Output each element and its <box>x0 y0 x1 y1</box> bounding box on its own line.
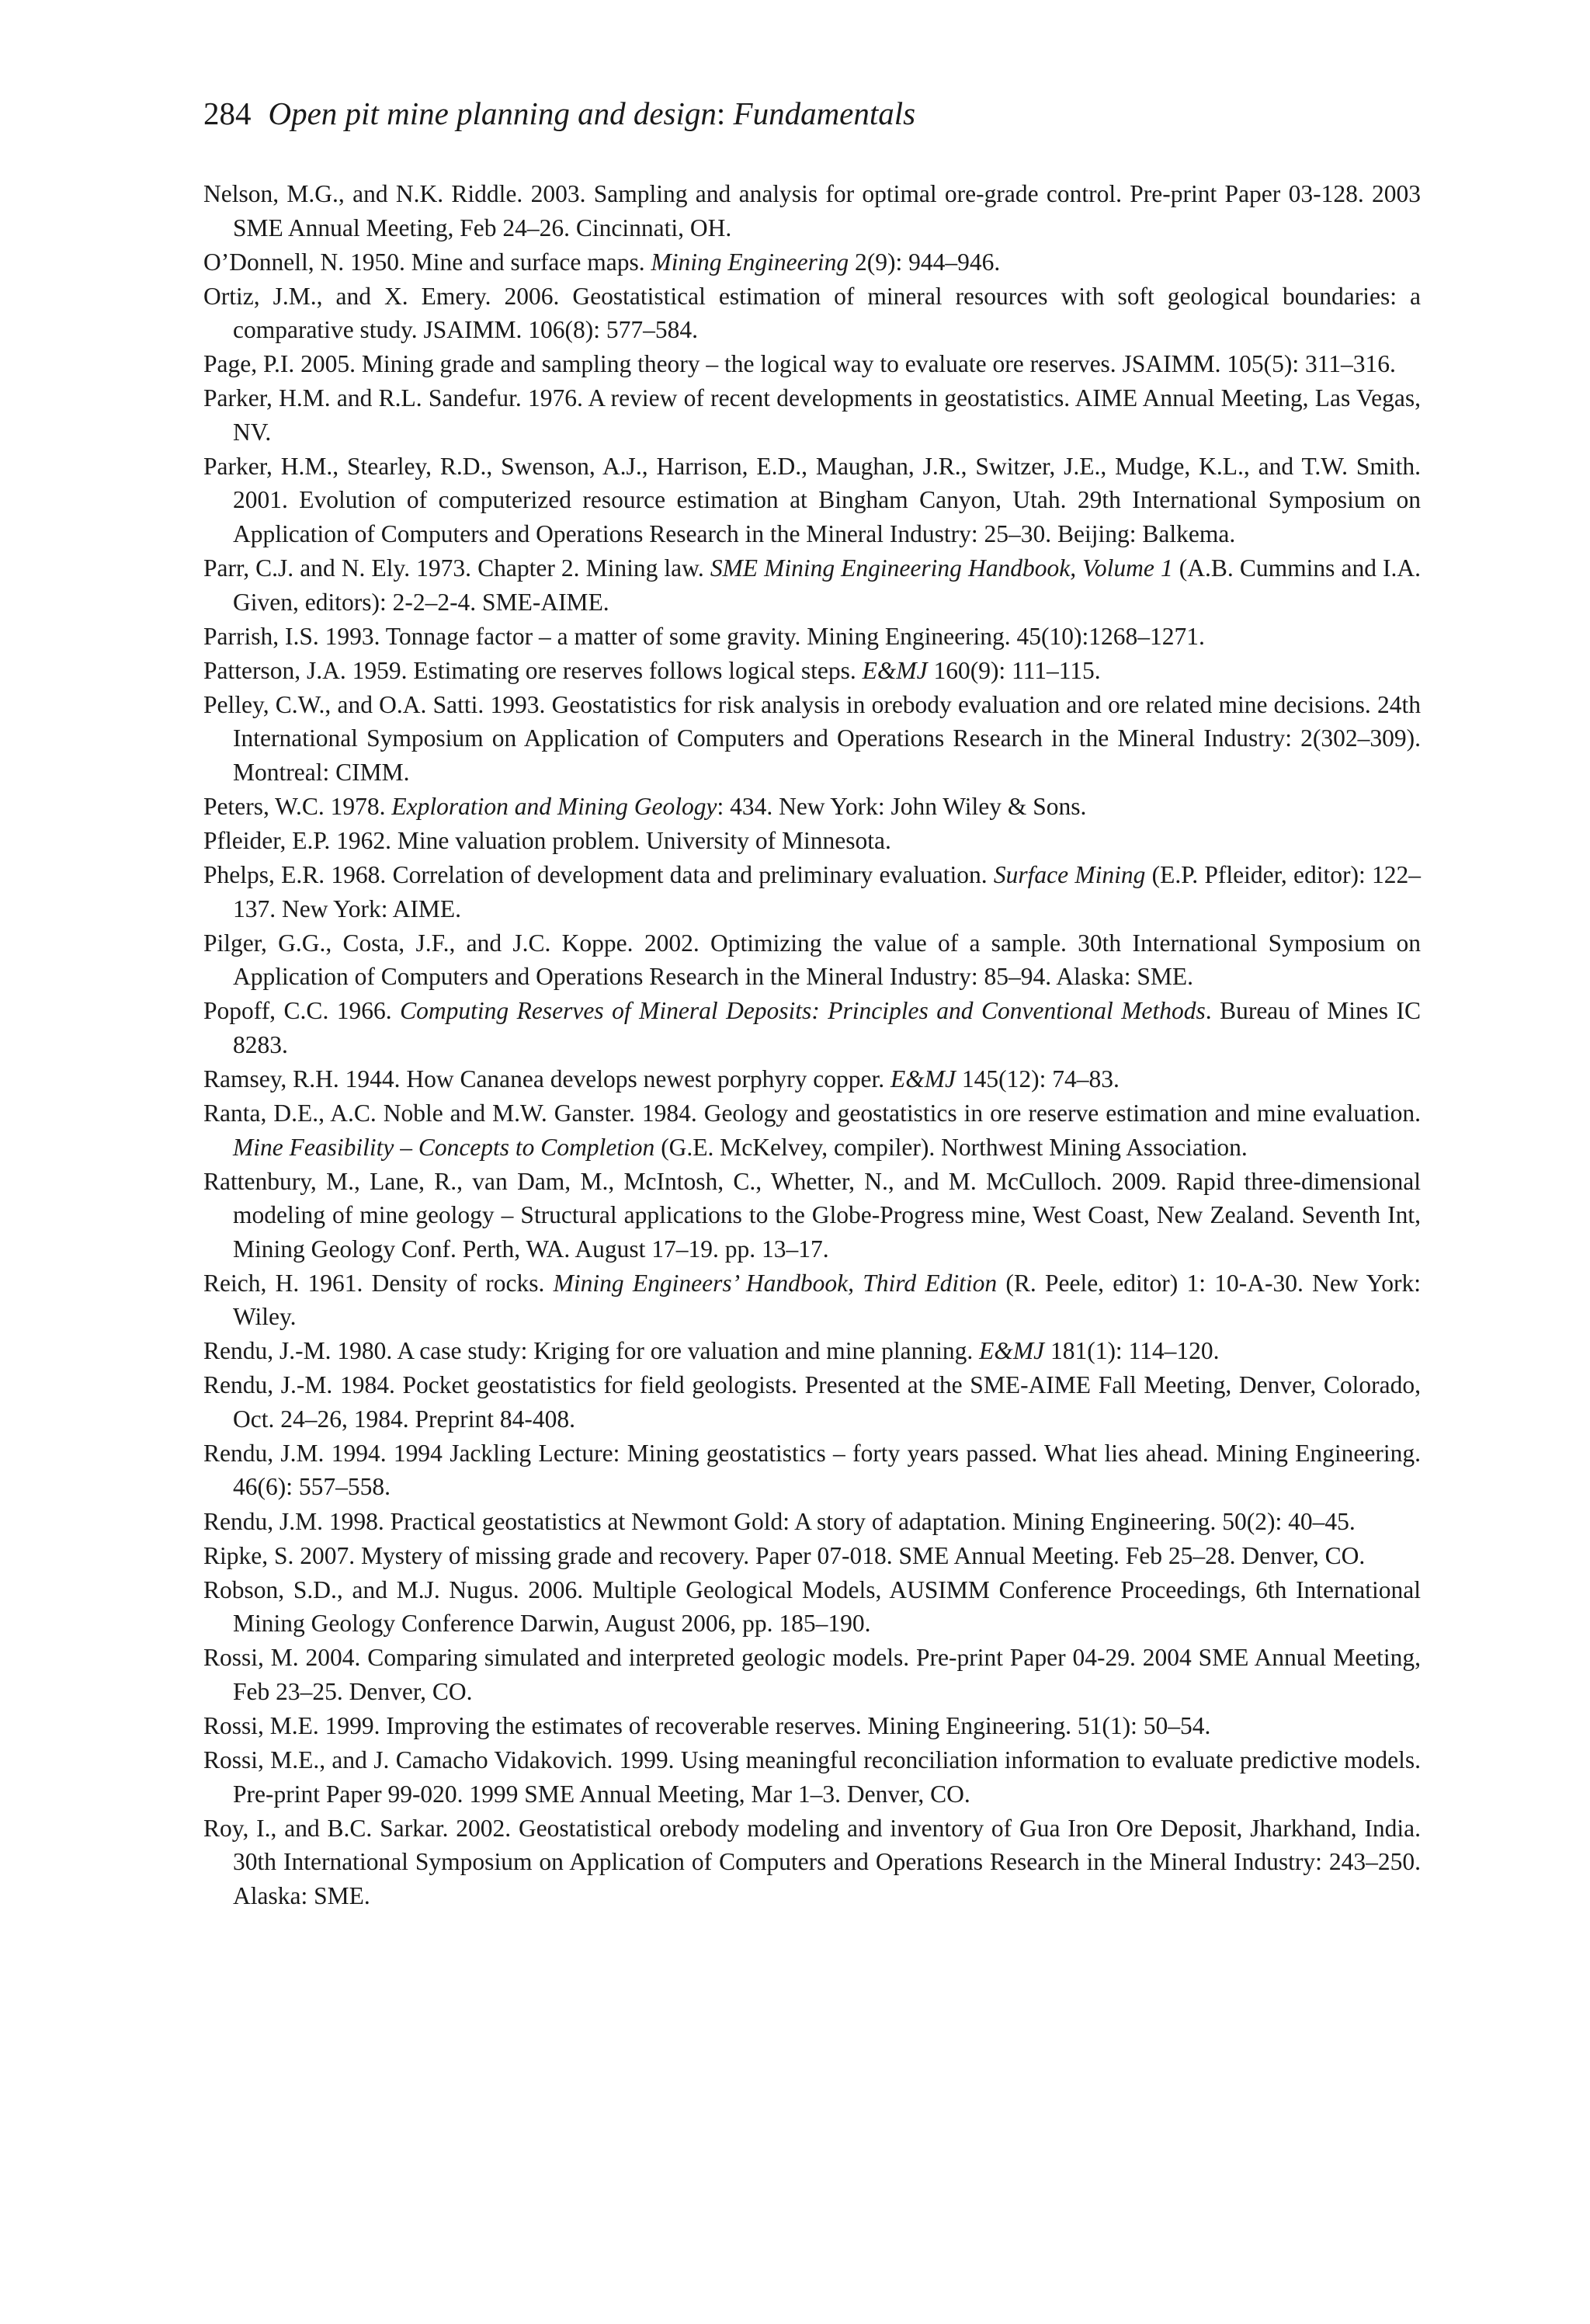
reference-text: 2(9): 944–946. <box>849 248 1001 276</box>
reference-text: Rendu, J.-M. 1980. A case study: Kriging for ore valuation and mine planning. <box>203 1337 980 1365</box>
reference-text: O’Donnell, N. 1950. Mine and surface maps. <box>203 248 651 276</box>
reference-entry <box>203 177 1421 245</box>
reference-entry <box>203 620 1421 654</box>
reference-entry <box>203 790 1421 824</box>
reference-entry <box>203 1709 1421 1743</box>
reference-entry <box>203 824 1421 858</box>
reference-text: Parrish, I.S. 1993. Tonnage factor – a matter of some gravity. Mining Engineering. 45(10):1268–1271. <box>203 622 1205 650</box>
page-number: 284 <box>203 96 252 131</box>
reference-text: Pilger, G.G., Costa, J.F., and J.C. Koppe. 2002. Optimizing the value of a sample. 30th International Symposium on Application of Computers and Operations Research in the Mineral Industry: 85–94. Alaska: SME. <box>203 929 1421 991</box>
reference-entry <box>203 1539 1421 1573</box>
reference-italic-text: E&MJ <box>890 1065 956 1093</box>
reference-entry <box>203 280 1421 347</box>
reference-entry <box>203 245 1421 280</box>
reference-italic-text: E&MJ <box>862 656 928 684</box>
reference-text: Parr, C.J. and N. Ely. 1973. Chapter 2. Mining law. <box>203 554 710 582</box>
reference-entry <box>203 654 1421 688</box>
reference-text: Rossi, M. 2004. Comparing simulated and interpreted geologic models. Pre-print Paper 04-29. 2004 SME Annual Meeting, Feb 23–25. Denver, CO. <box>203 1644 1421 1705</box>
reference-text: Pelley, C.W., and O.A. Satti. 1993. Geostatistics for risk analysis in orebody evaluation and ore related mine decisions. 24th International Symposium on Application of Computers and Operations Research in the Mineral Industry: 2(302–309). Montreal: CIMM. <box>203 690 1421 786</box>
reference-text: Patterson, J.A. 1959. Estimating ore reserves follows logical steps. <box>203 656 863 684</box>
reference-text: (G.E. McKelvey, compiler). Northwest Mining Association. <box>654 1133 1248 1161</box>
reference-text: Parker, H.M., Stearley, R.D., Swenson, A.J., Harrison, E.D., Maughan, J.R., Switzer, J.E., Mudge, K.L., and T.W. Smith. 2001. Evolution of computerized resource estimation at Bingham Canyon, Utah. 29th International Symposium on Application of Computers and Operations Research in the Mineral Industry: 25–30. Beijing: Balkema. <box>203 452 1421 547</box>
book-subtitle: Fundamentals <box>733 96 916 131</box>
reference-entry <box>203 1165 1421 1266</box>
reference-entry <box>203 1573 1421 1641</box>
reference-text: (R. Peele, editor) 1: 10-A-30. New York: Wiley. <box>233 1269 1421 1331</box>
reference-italic-text: Computing Reserves of Mineral Deposits: Principles and Conventional Methods <box>400 997 1206 1025</box>
reference-entry <box>203 1641 1421 1708</box>
reference-text: Popoff, C.C. 1966. <box>203 997 401 1025</box>
reference-entry <box>203 1266 1421 1334</box>
reference-text: Rossi, M.E. 1999. Improving the estimates of recoverable reserves. Mining Engineering. 51(1): 50–54. <box>203 1711 1211 1739</box>
reference-italic-text: Surface Mining <box>993 861 1146 889</box>
reference-text: Roy, I., and B.C. Sarkar. 2002. Geostatistical orebody modeling and inventory of Gua Iron Ore Deposit, Jharkhand, India. 30th International Symposium on Application of Computers and Operations Research in the Mineral Industry: 243–250. Alaska: SME. <box>203 1814 1421 1909</box>
reference-text: . Bureau of Mines IC 8283. <box>233 997 1421 1058</box>
reference-entry <box>203 1368 1421 1436</box>
reference-entry <box>203 450 1421 551</box>
reference-text: Nelson, M.G., and N.K. Riddle. 2003. Sampling and analysis for optimal ore-grade control. Pre-print Paper 03-128. 2003 SME Annual Meeting, Feb 24–26. Cincinnati, OH. <box>203 180 1421 241</box>
reference-entry <box>203 994 1421 1061</box>
reference-entry <box>203 347 1421 381</box>
reference-entry <box>203 1436 1421 1504</box>
reference-text: 145(12): 74–83. <box>955 1065 1120 1093</box>
reference-text: : 434. New York: John Wiley & Sons. <box>717 792 1087 820</box>
reference-italic-text: E&MJ <box>979 1337 1045 1365</box>
reference-entry <box>203 1062 1421 1096</box>
reference-text: Ortiz, J.M., and X. Emery. 2006. Geostatistical estimation of mineral resources with soft geological boundaries: a comparative study. JSAIMM. 106(8): 577–584. <box>203 282 1421 344</box>
reference-text: Rendu, J.-M. 1984. Pocket geostatistics for field geologists. Presented at the SME-AIME Fall Meeting, Denver, Colorado, Oct. 24–26, 1984. Preprint 84-408. <box>203 1371 1421 1433</box>
reference-italic-text: Mine Feasibility – Concepts to Completion <box>233 1133 655 1161</box>
reference-text: Parker, H.M. and R.L. Sandefur. 1976. A review of recent developments in geostatistics. AIME Annual Meeting, Las Vegas, NV. <box>203 384 1421 446</box>
reference-entry <box>203 1743 1421 1811</box>
reference-text: Peters, W.C. 1978. <box>203 792 392 820</box>
reference-text: Robson, S.D., and M.J. Nugus. 2006. Multiple Geological Models, AUSIMM Conference Proceedings, 6th International Mining Geology Conference Darwin, August 2006, pp. 185–190. <box>203 1575 1421 1638</box>
reference-text: Pfleider, E.P. 1962. Mine valuation problem. University of Minnesota. <box>203 827 891 855</box>
reference-entry <box>203 1812 1421 1913</box>
reference-entry <box>203 858 1421 926</box>
reference-text: Ripke, S. 2007. Mystery of missing grade and recovery. Paper 07-018. SME Annual Meeting. Feb 25–28. Denver, CO. <box>203 1541 1366 1569</box>
reference-text: Rossi, M.E., and J. Camacho Vidakovich. 1999. Using meaningful reconciliation information to evaluate predictive models. Pre-print Paper 99-020. 1999 SME Annual Meeting, Mar 1–3. Denver, CO. <box>203 1746 1421 1808</box>
reference-text: (A.B. Cummins and I.A. Given, editors): 2-2–2-4. SME-AIME. <box>233 554 1422 616</box>
reference-entry <box>203 926 1421 994</box>
reference-text: Rattenbury, M., Lane, R., van Dam, M., McIntosh, C., Whetter, N., and M. McCulloch. 2009. Rapid three-dimensional modeling of mine geology – Structural applications to the Globe-Progress mine, West Coast, New Zealand. Seventh Int, Mining Geology Conf. Perth, WA. August 17–19. pp. 13–17. <box>203 1167 1421 1263</box>
reference-text: Rendu, J.M. 1998. Practical geostatistics at Newmont Gold: A story of adaptation. Mining Engineering. 50(2): 40–45. <box>203 1507 1356 1535</box>
reference-list <box>203 177 1421 1913</box>
reference-italic-text: Exploration and Mining Geology <box>391 792 717 820</box>
running-head <box>203 93 915 134</box>
reference-text: Phelps, E.R. 1968. Correlation of development data and preliminary evaluation. <box>203 861 994 889</box>
reference-italic-text: Mining Engineering <box>651 248 849 276</box>
reference-text: Page, P.I. 2005. Mining grade and sampling theory – the logical way to evaluate ore reserves. JSAIMM. 105(5): 311–316. <box>203 350 1396 378</box>
book-title: Open pit mine planning and design <box>268 96 717 131</box>
reference-italic-text: SME Mining Engineering Handbook, Volume 1 <box>710 554 1173 582</box>
reference-entry <box>203 551 1421 619</box>
reference-text: 181(1): 114–120. <box>1044 1337 1220 1365</box>
reference-entry <box>203 1505 1421 1539</box>
reference-text: Rendu, J.M. 1994. 1994 Jackling Lecture: Mining geostatistics – forty years passed. What lies ahead. Mining Engineering. 46(6): 557–558. <box>203 1439 1421 1501</box>
reference-text: Ranta, D.E., A.C. Noble and M.W. Ganster. 1984. Geology and geostatistics in ore reserve estimation and mine evaluation. <box>203 1099 1421 1127</box>
reference-text: Ramsey, R.H. 1944. How Cananea develops newest porphyry copper. <box>203 1065 891 1093</box>
title-separator: : <box>716 96 734 131</box>
reference-entry <box>203 1334 1421 1368</box>
reference-entry <box>203 688 1421 790</box>
reference-text: Reich, H. 1961. Density of rocks. <box>203 1269 554 1297</box>
reference-entry <box>203 1096 1421 1164</box>
reference-entry <box>203 381 1421 449</box>
reference-text: 160(9): 111–115. <box>927 656 1101 684</box>
reference-italic-text: Mining Engineers’ Handbook, Third Edition <box>553 1269 998 1297</box>
reference-text: (E.P. Pfleider, editor): 122–137. New York: AIME. <box>233 861 1421 922</box>
